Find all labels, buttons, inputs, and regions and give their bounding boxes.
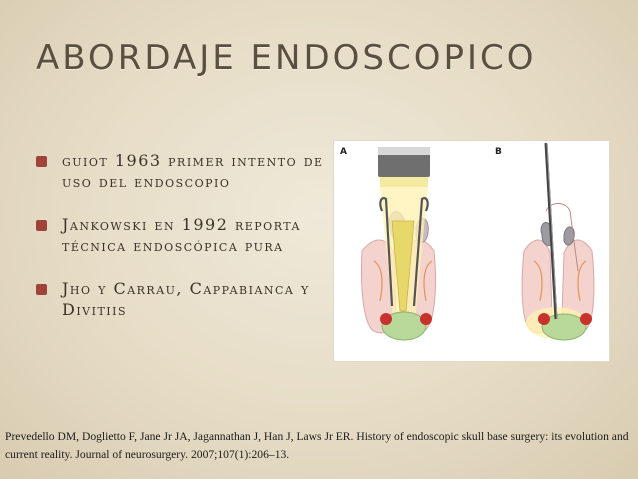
slide-title: ABORDAJE ENDOSCOPICO [36, 38, 537, 78]
bullet-item [36, 150, 326, 192]
bullet-text: guiot 1963 primer intento de uso del endoscopio [62, 151, 324, 191]
bullet-text: Jho y Carrau, Cappabianca y Divitiis [62, 279, 310, 319]
citation-text: Prevedello DM, Doglietto F, Jane Jr JA, Jagannathan J, Han J, Laws Jr ER. History of endoscopic skull base surgery: its evolution and current reality. Journal of neurosurgery. 2007;107(1):206–13. [5, 430, 629, 461]
bullet-list [36, 150, 326, 342]
square-bullet-icon [36, 284, 47, 295]
endoscopic-approach-illustration [333, 140, 610, 362]
panel-a-label: A [340, 147, 347, 157]
bullet-item [36, 278, 326, 320]
panel-b-label: B [495, 147, 502, 157]
bullet-item [36, 214, 326, 256]
panel-b-drawing [522, 143, 594, 340]
illustration-svg [334, 141, 609, 361]
bullet-text: Jankowski en 1992 reporta técnica endoscópica pura [62, 215, 301, 255]
square-bullet-icon [36, 156, 47, 167]
panel-a-drawing [362, 147, 436, 340]
square-bullet-icon [36, 220, 47, 231]
